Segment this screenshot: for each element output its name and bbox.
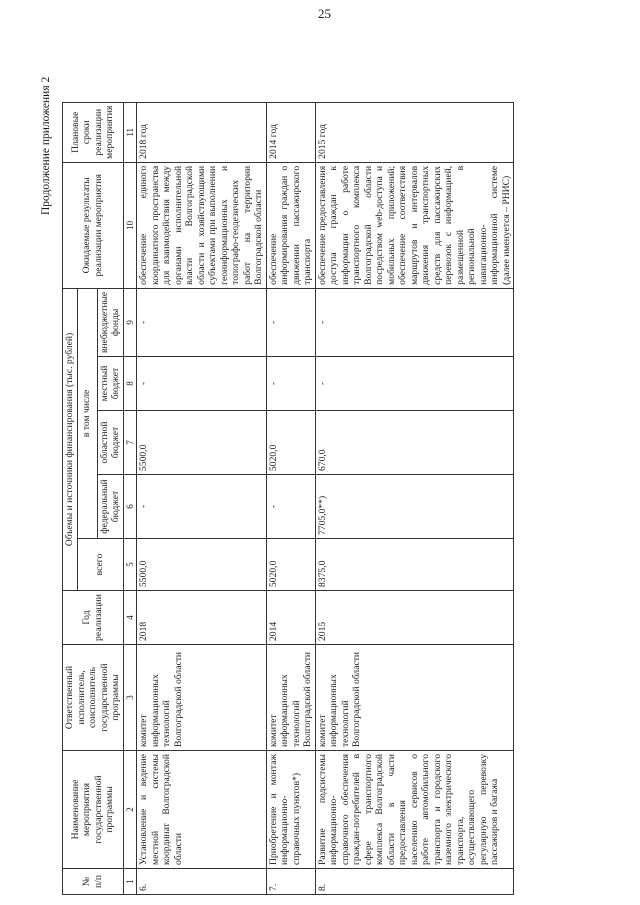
row-local: - <box>266 357 315 411</box>
row-regional: 5020,0 <box>266 411 315 475</box>
row-executor: комитет информационных технологий Волгоградской области <box>266 645 315 751</box>
row-year: 2018 <box>137 591 267 645</box>
col-num: 5 <box>123 539 137 591</box>
header-regional: областной бюджет <box>97 411 123 475</box>
row-name: Развитие подсистемы информационно-справочного обеспечения граждан-потребителей в сфере транспортного комплекса Волгоградской области в части предоставления населению сервисов о работе автомобильного транспорта и городского наземного электрического транспорта, осуществляющего регулярную перевозку пассажиров и багажа <box>315 751 514 869</box>
row-no: 6. <box>137 869 267 895</box>
row-deadline: 2018 год <box>137 102 267 162</box>
header-incl: в том числе <box>77 288 97 538</box>
row-extra: - <box>266 288 315 356</box>
header-year: Год реализации <box>63 591 124 645</box>
row-no: 7. <box>266 869 315 895</box>
col-num: 8 <box>123 357 137 411</box>
row-extra: - <box>137 288 267 356</box>
column-number-row <box>123 102 137 894</box>
row-executor: комитет информационных технологий Волгоградской области <box>315 645 514 751</box>
table-row <box>266 102 315 894</box>
col-num: 11 <box>123 102 137 162</box>
header-executor: Ответственный исполнитель, соисполнитель государственной программы <box>63 645 124 751</box>
header-name: Наименование мероприятия государственной программы <box>63 751 124 869</box>
header-results: Ожидаемые результаты реализации мероприятия <box>63 162 124 288</box>
header-federal: федеральный бюджет <box>97 475 123 539</box>
program-table <box>62 102 514 895</box>
col-num: 1 <box>123 869 137 895</box>
col-num: 7 <box>123 411 137 475</box>
row-total: 5500,0 <box>137 539 267 591</box>
row-federal: - <box>137 475 267 539</box>
row-results: обеспечение информирования граждан о движении пассажирского транспорта <box>266 162 315 288</box>
header-local: местный бюджет <box>97 357 123 411</box>
row-name: Установление и ведение местной системы координат Волгоградской области <box>137 751 267 869</box>
row-name: Приобретение и монтаж информационно-справочных пунктов*) <box>266 751 315 869</box>
row-federal: 7705,0**) <box>315 475 514 539</box>
col-num: 4 <box>123 591 137 645</box>
row-results: обеспечение единого координатного пространства для взаимодействия между органами исполнительной власти Волгоградской области и хозяйствующими субъектами при выполнении геоинформационных и топографо-геодезических работ на территории Волгоградской области <box>137 162 267 288</box>
row-executor: комитет информационных технологий Волгоградской области <box>137 645 267 751</box>
page-number: 25 <box>318 6 331 21</box>
header-funding: Объемы и источники финансирования (тыс. рублей) <box>63 288 78 590</box>
row-local: - <box>315 357 514 411</box>
col-num: 3 <box>123 645 137 751</box>
row-deadline: 2015 год <box>315 102 514 162</box>
header-row-1 <box>63 102 78 894</box>
row-extra: - <box>315 288 514 356</box>
row-federal: - <box>266 475 315 539</box>
header-no: № п/п <box>63 869 124 895</box>
row-deadline: 2014 год <box>266 102 315 162</box>
row-no: 8. <box>315 869 514 895</box>
col-num: 10 <box>123 162 137 288</box>
col-num: 2 <box>123 751 137 869</box>
table-row <box>315 102 514 894</box>
row-total: 8375,0 <box>315 539 514 591</box>
row-total: 5020,0 <box>266 539 315 591</box>
table-row <box>137 102 267 894</box>
continuation-label: Продолжение приложения 2 <box>40 76 52 215</box>
row-regional: 670,0 <box>315 411 514 475</box>
col-num: 6 <box>123 475 137 539</box>
header-total: всего <box>77 539 123 591</box>
header-deadline: Плановые сроки реализации мероприятия <box>63 102 124 162</box>
row-year: 2014 <box>266 591 315 645</box>
row-regional: 5500,0 <box>137 411 267 475</box>
header-extra: внебюджетные фонды <box>97 288 123 356</box>
row-local: - <box>137 357 267 411</box>
row-results: обеспечение предоставления доступа граждан к информации о работе транспортного комплекса Волгоградской области посредством web-доступа и мобильных приложений; обеспечение соответствия маршрутов и интервалов движения транспортных средств для пассажирских перевозок с информацией, размещенной в региональной навигационно-информационной системе (далее именуется – РНИС) <box>315 162 514 288</box>
col-num: 9 <box>123 288 137 356</box>
row-year: 2015 <box>315 591 514 645</box>
